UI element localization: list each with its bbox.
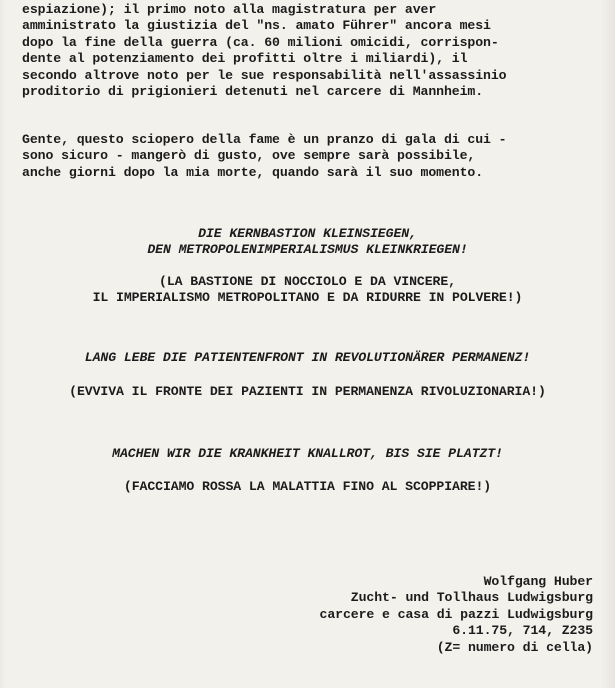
text-line: espiazione); il primo noto alla magistratura per aver [22,2,437,17]
text-line: proditorio di prigionieri detenuti nel carcere di Mannheim. [22,84,484,100]
signature-line: carcere e casa di pazzi Ludwigsburg [319,606,593,622]
slogan-line: (EVVIVA IL FRONTE DEI PAZIENTI IN PERMANENZA RIVOLUZIONARIA!) [69,384,546,399]
slogan-line: IL IMPERIALISMO METROPOLITANO E DA RIDURRE IN POLVERE!) [92,290,523,306]
text-line: Gente, questo sciopero della fame è un pranzo di gala di cui - [22,132,507,147]
text-line: amministrato la giustizia del "ns. amato Führer" ancora mesi [22,18,491,34]
paragraph-2 [22,132,602,181]
text-line: dopo la fine della guerra (ca. 60 milioni omicidi, corrispon- [22,34,499,50]
signature-note: (Z= numero di cella) [436,639,593,655]
text-line: secondo altrove noto per le sue responsabilità nell'assassinio [22,67,507,83]
slogan-1-german [0,226,615,259]
slogan-1-italian [0,274,615,307]
slogan-line: (LA BASTIONE DI NOCCIOLO E DA VINCERE, [159,274,456,289]
text-line: anche giorni dopo la mia morte, quando sarà il suo momento. [22,164,484,180]
text-line: sono sicuro - mangerò di gusto, ove sempre sarà possibile, [22,148,476,164]
slogan-line: LANG LEBE DIE PATIENTENFRONT IN REVOLUTIONÄRER PERMANENZ! [84,350,531,365]
signature-line: Zucht- und Tollhaus Ludwigsburg [350,590,593,606]
slogan-line: DIE KERNBASTION KLEINSIEGEN, [198,226,417,241]
slogan-3-german [0,446,615,462]
signature-date: 6.11.75, 714, Z235 [452,623,593,639]
slogan-3-italian [0,479,615,495]
slogan-2-italian [0,384,615,400]
paragraph-1 [22,2,602,100]
slogan-line: MACHEN WIR DIE KRANKHEIT KNALLROT, BIS SIE PLATZT! [112,446,503,461]
slogan-line: DEN METROPOLENIMPERIALISMUS KLEINKRIEGEN! [147,242,468,258]
signature-name: Wolfgang Huber [483,574,593,589]
slogan-2-german [0,350,615,366]
signature-block [320,574,593,656]
slogan-line: (FACCIAMO ROSSA LA MALATTIA FINO AL SCOPPIARE!) [123,479,492,494]
text-line: dente al potenziamento dei profitti oltre i miliardi), il [22,51,468,67]
